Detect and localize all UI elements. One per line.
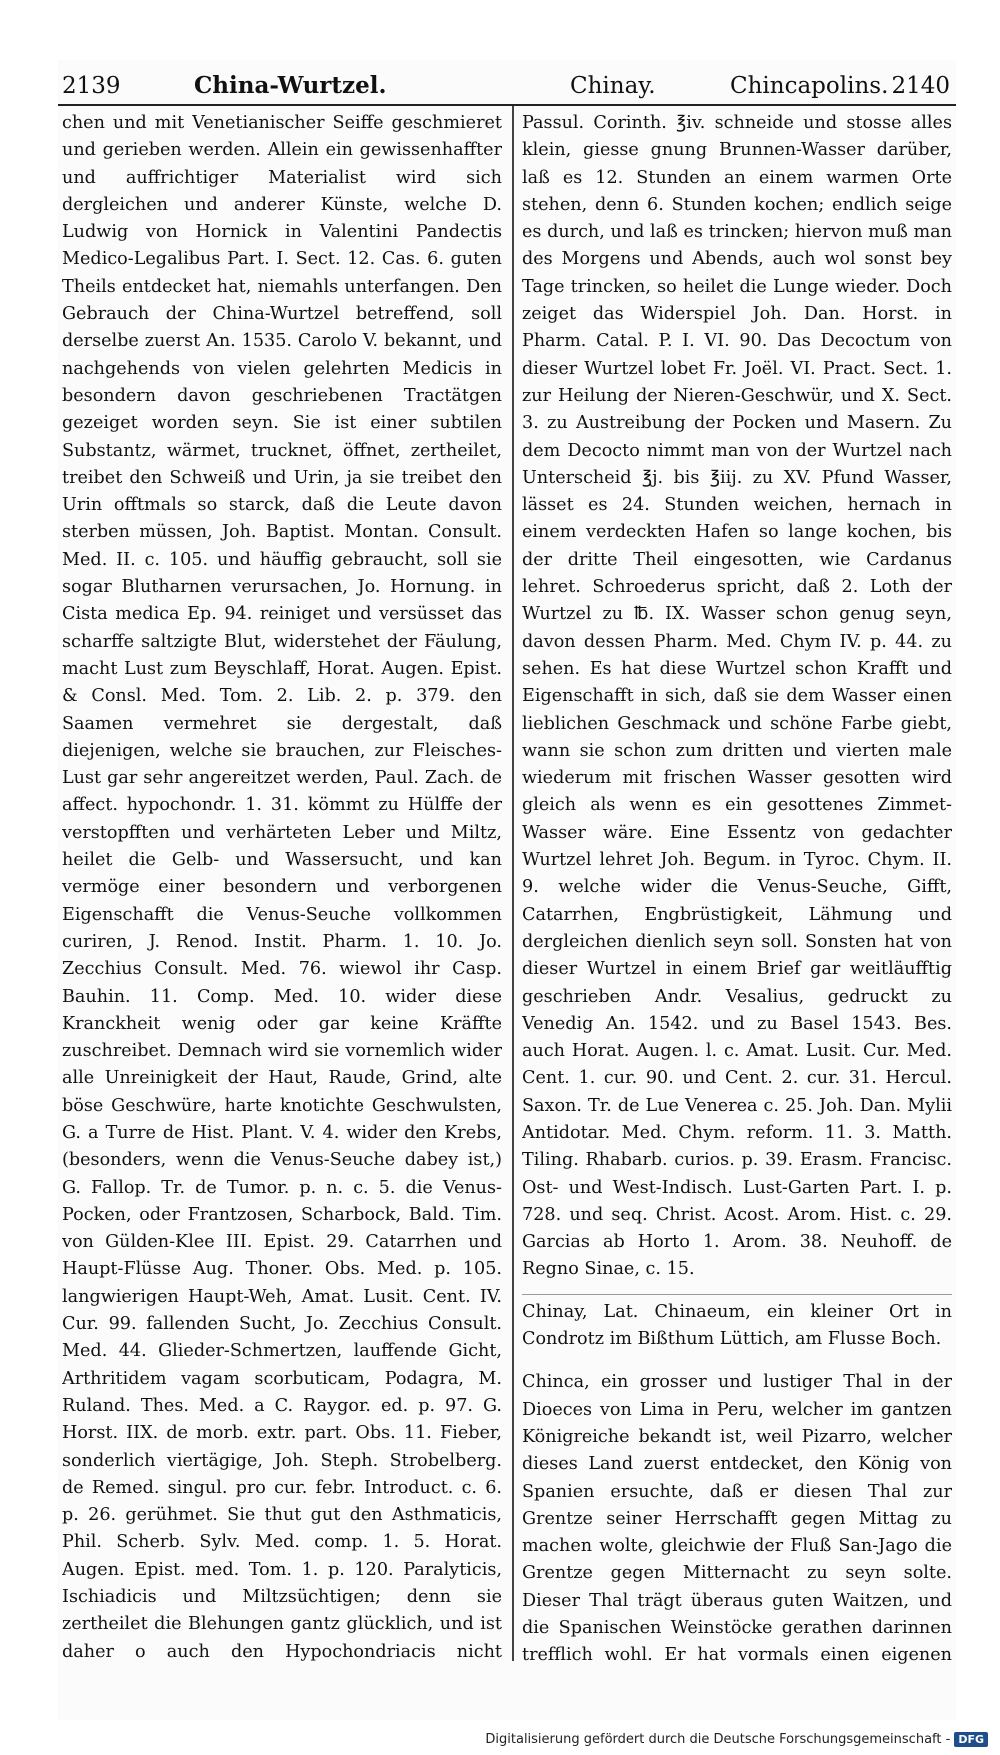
entry-chinca: Chinca, ein grosser und lustiger Thal in der Dioeces von Lima in Peru, welcher im gantzen Königreiche bekandt ist, weil Pizarro, welcher dieses Land zuerst entdecket, den König von Spanien ersuchte, daß er diesen Thal zur Grentze seiner Herrschafft gegen Mittag zu machen wolte, gleichwie der Fluß San-Jago die Grentze gegen Mitternacht zu seyn solte. Dieser Thal trägt überaus guten Waitzen, und die Spanischen Weinstöcke gerathen darinnen trefflich wohl. Er hat vormals einen eigenen (522, 1372, 952, 1666)
column-divider (512, 106, 514, 1661)
entry-chinay: Chinay, Lat. Chinaeum, ein kleiner Ort in Condrotz im Bißthum Lüttich, am Flusse Boch. (522, 1301, 952, 1350)
left-page-number: 2139 (62, 73, 121, 99)
footer-credit-text: Digitalisierung gefördert durch die Deutsche Forschungsgemeinschaft - (485, 1731, 951, 1747)
page-header (58, 68, 956, 104)
right-running-title-1: Chinay. (570, 73, 656, 99)
footer-credit (485, 1729, 988, 1749)
left-column-text: chen und mit Venetianischer Seiffe geschmieret und gerieben werden. Allein ein gewissenhaffter und auffrichtiger Materialist wird sich dergleichen und anderer Künste, welche D. Ludwig von Hornick in Valentini Pandectis Medico-Legalibus Part. I. Sect. 12. Cas. 6. guten Theils entdecket hat, niemahls unterfangen. Den Gebrauch der China-Wurtzel betreffend, soll derselbe zuerst An. 1535. Carolo V. bekannt, und nachgehends von vielen gelehrten Medicis in besondern davon geschriebenen Tractätgen gezeiget worden seyn. Sie ist einer subtilen Substantz, wärmet, trucknet, öffnet, zertheilet, treibet den Schweiß und Urin, ja sie treibet den Urin offtmals so starck, daß die Leute davon sterben müssen, Joh. Baptist. Montan. Consult. Med. II. c. 105. und häuffig gebraucht, soll sie sogar Blutharnen verursachen, Jo. Hornung. in Cista medica Ep. 94. reiniget und versüsset das scharffe saltzigte Blut, widerstehet der Fäulung, macht Lust zum Beyschlaff, Horat. Augen. Epist. & Consl. Med. Tom. 2. Lib. 2. p. 379. den Saamen vermehret sie dergestalt, daß diejenigen, welche sie brauchen, zur Fleisches-Lust gar sehr angereitzet werden, Paul. Zach. de affect. hypochondr. 1. 31. kömmt zu Hülffe der verstopfften und verhärteten Leber und Miltz, heilet die Gelb- und Wassersucht, und kan vermöge einer besondern und verborgenen Eigenschafft die Venus-Seuche vollkommen curiren, J. Renod. Instit. Pharm. 1. 10. Jo. Zecchius Consult. Med. 76. wiewol ihr Casp. Bauhin. 11. Comp. Med. 10. wider diese Kranckheit wenig oder gar keine Kräffte zuschreibet. Demnach wird sie vornemlich wider alle Unreinigkeit der Haut, Raude, Grind, alte böse Geschwüre, harte knotichte Geschwulsten, G. a Turre de Hist. Plant. V. 4. wider den Krebs, (besonders, wenn die Venus-Seuche dabey ist,) G. Fallop. Tr. de Tumor. p. n. c. 5. die Venus-Pocken, oder Frantzosen, Scharbock, Bald. Tim. von Gülden-Klee III. Epist. 29. Catarrhen und Haupt-Flüsse Aug. Thoner. Obs. Med. p. 105. langwierigen Haupt-Weh, Amat. Lusit. Cent. IV. Cur. 99. fallenden Sucht, Jo. Zecchius Consult. Med. 44. Glieder-Schmertzen, lauffende Gicht, Arthritidem vagam scorbuticam, Podagra, M. Ruland. Thes. Med. a C. Raygor. ed. p. 97. G. Horst. IIX. de morb. extr. part. Obs. 11. Fieber, sonderlich viertägige, Joh. Steph. Strobelberg. de Remed. singul. pro cur. febr. Introduct. c. 6. p. 26. gerühmet. Sie thut gut den Asthmaticis, Phil. Scherb. Sylv. Med. comp. 1. 5. Horat. Augen. Epist. med. Tom. 1. p. 120. Paralyticis, Ischiadicis und Miltzsüchtigen; denn sie zertheilet die Blehungen gantz glücklich, und ist daher o auch den Hypochondriacis nicht (62, 113, 502, 1662)
continued-entry-text: Passul. Corinth. ℥iv. schneide und stosse alles klein, giesse gnung Brunnen-Wasser darüber, laß es 12. Stunden an einem warmen Orte stehen, denn 6. Stunden kochen; endlich seige es durch, und laß es trincken; hiervon muß man des Morgens und Abends, auch wol sonst bey Tage trincken, so heilet die Lunge wieder. Doch zeiget das Widerspiel Joh. Dan. Horst. in Pharm. Catal. P. I. VI. 90. Das Decoctum von dieser Wurtzel lobet Fr. Joël. VI. Pract. Sect. 1. zur Heilung der Nieren-Geschwür, und X. Sect. 3. zu Austreibung der Pocken und Masern. Zu dem Decocto nimmt man von der Wurtzel nach Unterscheid ℥j. bis ℥iij. zu XV. Pfund Wasser, lässet es 24. Stunden weichen, hernach in einem verdeckten Hafen so lange kochen, bis der dritte Theil eingesotten, wie Cardanus lehret. Schroederus spricht, daß 2. Loth der Wurtzel zu ℔. IX. Wasser schon genug seyn, davon dessen Pharm. Med. Chym IV. p. 44. zu sehen. Es hat diese Wurtzel schon Krafft und Eigenschafft in sich, daß sie dem Wasser einen lieblichen Geschmack und schöne Farbe giebt, wann sie schon zum dritten und vierten male wiederum mit frischen Wasser gesotten wird gleich als wenn es ein gesottenes Zimmet-Wasser wäre. Eine Essentz von gedachter Wurtzel lehret Joh. Begum. in Tyroc. Chym. II. 9. welche wider die Venus-Seuche, Gifft, Catarrhen, Engbrüstigkeit, Lähmung und dergleichen dienlich seyn soll. Sonsten hat von dieser Wurtzel in einem Brief gar weitläufftig geschrieben Andr. Vesalius, gedruckt zu Venedig An. 1542. und zu Basel 1543. Bes. auch Horat. Augen. l. c. Amat. Lusit. Cur. Med. Cent. 1. cur. 90. und Cent. 2. cur. 31. Hercul. Saxon. Tr. de Lue Venerea c. 25. Joh. Dan. Mylii Antidotar. Med. Chym. reform. 11. 3. Matth. Tiling. Rhabarb. curios. p. 39. Erasm. Francisc. Ost- und West-Indisch. Lust-Garten Part. I. p. 728. und seq. Christ. Acost. Arom. Hist. c. 29. Garcias ab Horto 1. Arom. 38. Neuhoff. de Regno Sinae, c. 15. (522, 113, 952, 1280)
book-page (58, 60, 956, 1720)
dfg-logo-icon: DFG (954, 1732, 988, 1747)
right-page-number: 2140 (891, 73, 950, 99)
left-running-title: China-Wurtzel. (194, 72, 387, 99)
left-column (62, 110, 502, 1670)
header-rule (58, 104, 956, 106)
right-column (522, 110, 952, 1670)
right-running-title-2: Chincapolins. (730, 73, 889, 99)
